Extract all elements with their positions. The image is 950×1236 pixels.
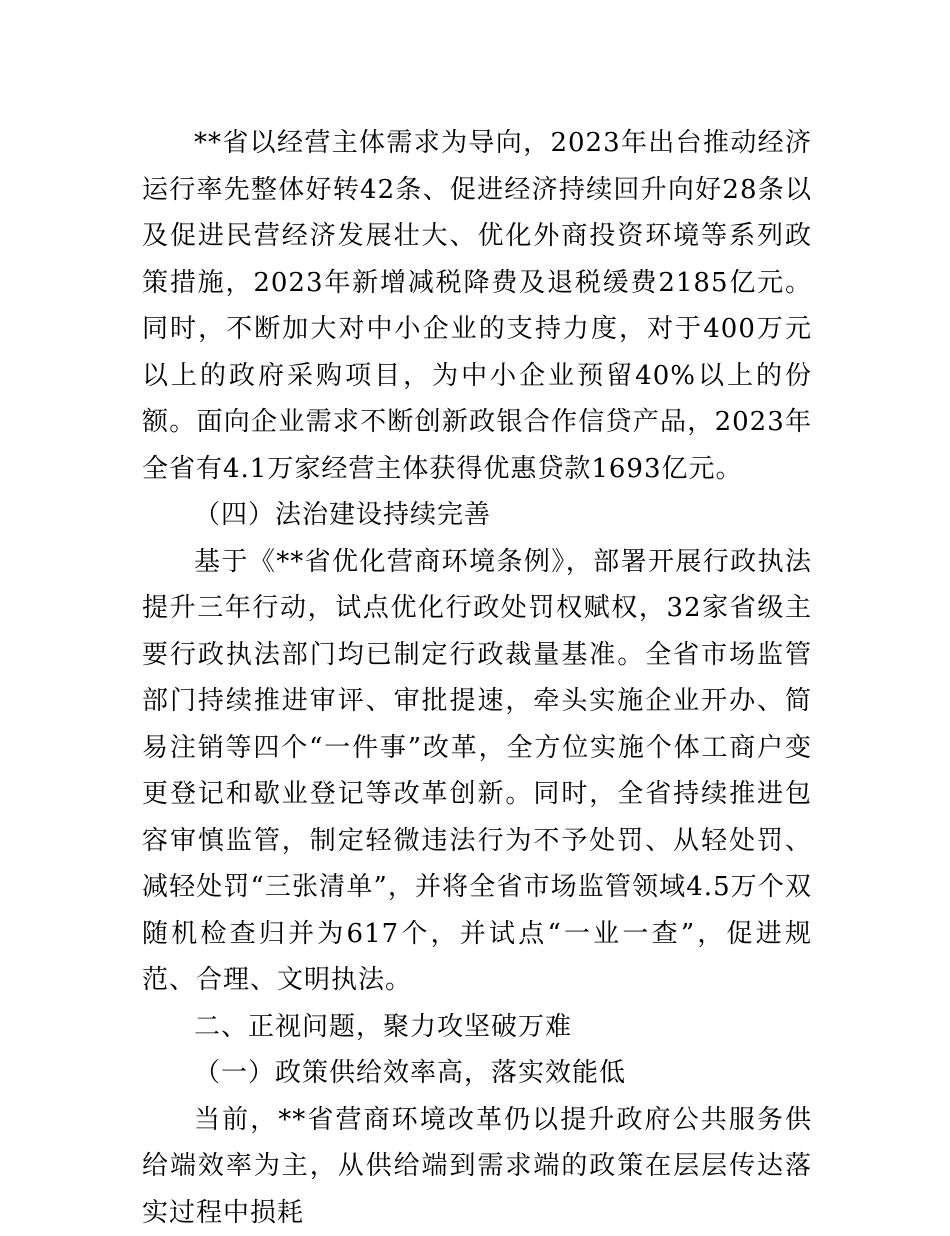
paragraph-current-status: 当前，**省营商环境改革仍以提升政府公共服务供给端效率为主，从供给端到需求端的政策在层层传达落实过程中损耗 <box>142 1097 812 1236</box>
document-page <box>142 120 812 1236</box>
subheading-policy-supply: （一）政策供给效率高，落实效能低 <box>142 1050 812 1097</box>
subheading-rule-of-law: （四）法治建设持续完善 <box>142 492 812 539</box>
section-heading-problems: 二、正视问题，聚力攻坚破万难 <box>142 1004 812 1051</box>
paragraph-law-enforcement: 基于《**省优化营商环境条例》，部署开展行政执法提升三年行动，试点优化行政处罚权赋权，32家省级主要行政执法部门均已制定行政裁量基准。全省市场监管部门持续推进审评、审批提速，牵头实施企业开办、简易注销等四个“一件事”改革，全方位实施个体工商户变更登记和歇业登记等改革创新。同时，全省持续推进包容审慎监管，制定轻微违法行为不予处罚、从轻处罚、减轻处罚“三张清单”，并将全省市场监管领域4.5万个双随机检查归并为617个，并试点“一业一查”，促进规范、合理、文明执法。 <box>142 539 812 1004</box>
paragraph-policy-measures: **省以经营主体需求为导向，2023年出台推动经济运行率先整体好转42条、促进经济持续回升向好28条以及促进民营经济发展壮大、优化外商投资环境等系列政策措施，2023年新增减税降费及退税缓费2185亿元。同时，不断加大对中小企业的支持力度，对于400万元以上的政府采购项目，为中小企业预留40%以上的份额。面向企业需求不断创新政银合作信贷产品，2023年全省有4.1万家经营主体获得优惠贷款1693亿元。 <box>142 120 812 492</box>
